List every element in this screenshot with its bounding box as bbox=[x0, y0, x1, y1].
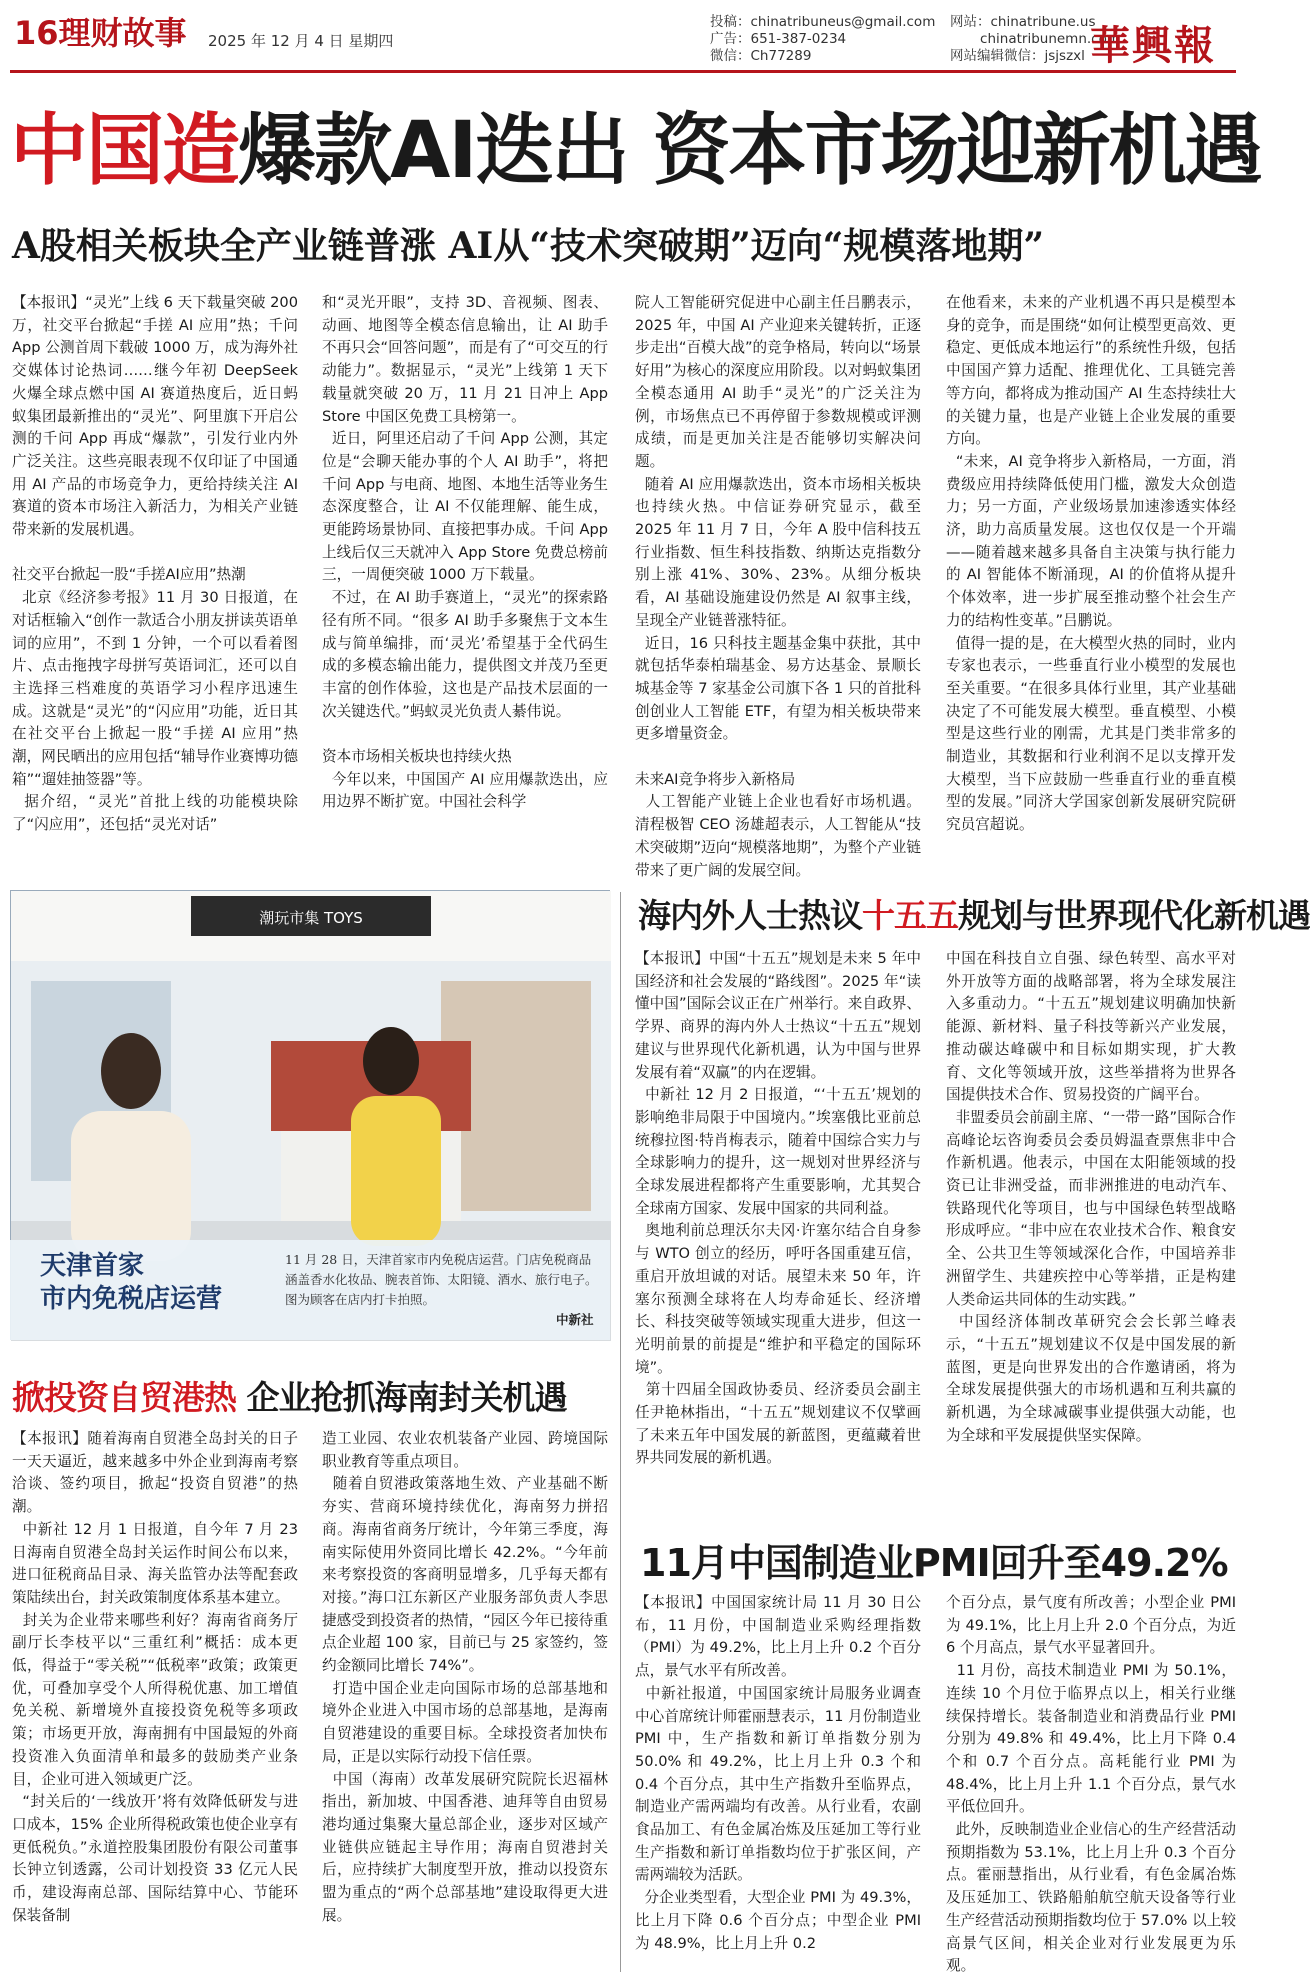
website-info: 网站：chinatribune.us chinatribunemn.com 网站编辑微信：jsjszxl bbox=[950, 14, 1121, 64]
fyp-column-2: 中国在科技自立自强、绿色转型、高水平对外开放等方面的战略部署，将为全球发展注入多重动力。“十五五”规划建议明确加快新能源、新材料、量子科技等新兴产业发展，推动碳达峰碳中和目标如期实现，扩大教育、文化等领域开放，这些举措将为世界各国提供技术合作、贸易投资的广阔平台。 非盟委员会前副主席、“一带一路”国际合作高峰论坛咨询委员会委员姆温查票焦非中合作新机遇。他表示，中国在太阳能领域的投资已让非洲受益，而非洲推进的电动汽车、铁路现代化等项目，也与中国绿色转型战略形成呼应。“非中应在农业技术合作、粮食安全、公共卫生等领域深化合作，中国培养非洲留学生、共建疾控中心等举措，正是构建人类命运共同体的生动实践。” 中国经济体制改革研究会会长郭兰峰表示，“十五五”规划建议不仅是中国发展的新蓝图，更是向世界发出的合作邀请函，将为全球发展提供强大的市场机遇和互利共赢的新机遇，为全球减碳事业提供强大动能，也为全球和平发展提供坚实保障。 bbox=[946, 950, 1237, 1444]
photo-caption-text: 11 月 28 日，天津首家市内免税店运营。门店免税商品涵盖香水化妆品、腕表首饰、太阳镜、酒水、旅行电子。图为顾客在店内打卡拍照。 bbox=[285, 1252, 598, 1307]
pmi-column-1: 【本报讯】中国国家统计局 11 月 30 日公布，11 月份，中国制造业采购经理指数（PMI）为 49.2%，比上月上升 0.2 个百分点，景气水平有所改善。 中新社报道，中国国家统计局服务业调查中心首席统计师霍丽慧表示，11 月份制造业 PMI 中，生产指数和新订单指数分别为 50.0% 和 49.2%，比上月上升 0.3 个和 0.4 个百分点，其中生产指数升至临界点，制造业产需两端均有改善。从行业看，农副食品加工、有色金属冶炼及压延加工等行业生产指数和新订单指数均位于扩张区间，产需两端较为活跃。 分企业类型看，大型企业 PMI 为 49.3%，比上月下降 0.6 个百分点；中型企业 PMI 为 48.9%，比上月上升 0.2 bbox=[635, 1594, 922, 1952]
page-number: 16理财故事 bbox=[14, 14, 187, 52]
lead-column-3: 院人工智能研究促进中心副主任吕鹏表示，2025 年，中国 AI 产业迎来关键转折，正逐步走出“百模大战”的竞争格局，转向以“场景好用”为核心的深度应用阶段。以对蚂蚁集团全模态通用 AI 助手“灵光”的广泛关注为例，市场焦点已不再停留于参数规模或评测成绩，而是更加关注是否能够切实解决问题。 随着 AI 应用爆款迭出，资本市场相关板块也持续火热。中信证券研究显示，截至 2025 年 11 月 7 日，今年 A 股中信科技五行业指数、恒生科技指数、纳斯达克指数分别上涨 41%、30%、23%。从细分板块看，AI 基础设施建设仍然是 AI 叙事主线，呈现全产业链普涨特征。 近日，16 只科技主题基金集中获批，其中就包括华泰柏瑞基金、易方达基金、景顺长城基金等 7 家基金公司旗下各 1 只的首批科创创业人工智能 ETF，有望为相关板块带来更多增量资金。 未来AI竞争将步入新格局 人工智能产业链上企业也看好市场机遇。清程极智 CEO 汤雄超表示，人工智能从“技术突破期”迈向“规模落地期”，为整个产业链带来了更广阔的发展空间。 bbox=[635, 294, 922, 879]
pmi-column-2: 个百分点，景气度有所改善；小型企业 PMI 为 49.1%，比上月上升 2.0 个百分点，为近 6 个月高点，景气水平显著回升。 11 月份，高技术制造业 PMI 为 50.1%，连续 10 个月位于临界点以上，相关行业继续保持增长。装备制造业和消费品行业 PMI 分别为 49.8% 和 49.4%，比上月下降 0.4 个和 0.7 个百分点。高耗能行业 PMI 为 48.4%，比上月上升 1.1 个百分点，景气水平低位回升。 此外，反映制造业企业信心的生产经营活动预期指数为 53.1%，比上月上升 0.3 个百分点。霍丽慧指出，从行业看，有色金属冶炼及压延加工、铁路船舶航空航天设备等行业生产经营活动预期指数均位于 57.0% 以上较高景气区间，相关企业对行业发展更为乐观。 bbox=[946, 1594, 1236, 1975]
lead-column-1: 【本报讯】“灵光”上线 6 天下载量突破 200 万，社交平台掀起“手搓 AI 应用”热；千问 App 公测首周下载破 1000 万，成为海外社交媒体讨论热词……继今年初 DeepSeek 火爆全球点燃中国 AI 赛道热度后，近日蚂蚁集团最新推出的“灵光”、阿里旗下开启公测的千问 App 再成“爆款”，引发行业内外广泛关注。这些亮眼表现不仅印证了中国通用 AI 产品的市场竞争力，更给持续关注 AI 赛道的资本市场注入新活力，为相关产业链带来新的发展机遇。 社交平台掀起一股“手搓AI应用”热潮 北京《经济参考报》11 月 30 日报道，在对话框输入“创作一款适合小朋友拼读英语单词的应用”，不到 1 分钟，一个可以看着图片、点击拖拽字母拼写英语词汇，还可以自主选择三档难度的英语学习小程序迅速生成。这就是“灵光”的“闪应用”功能，近日其在社交平台上掀起一股“手搓 AI 应用”热潮，网民晒出的应用包括“辅导作业赛博功德箱”“遛娃抽签器”等。 据介绍，“灵光”首批上线的功能模块除了“闪应用”，还包括“灵光对话” bbox=[12, 294, 299, 834]
hainan-column-2: 造工业园、农业农机装备产业园、跨境国际职业教育等重点项目。 随着自贸港政策落地生效、产业基础不断夯实、营商环境持续优化，海南努力拼招商。海南省商务厅统计，今年第三季度，海南实际使用外资同比增长 42.2%。“今年前来考察投资的客商明显增多，几乎每天都有对接。”海口江东新区产业服务部负责人李思捷感受到投资者的热情，“园区今年已接待重点企业超 100 家，目前已与 25 家签约，签约金额同比增长 74%”。 打造中国企业走向国际市场的总部基地和境外企业进入中国市场的总部基地，是海南自贸港建设的重要目标。全球投资者加快布局，正是以实际行动投下信任票。 中国（海南）改革发展研究院院长迟福林指出，新加坡、中国香港、迪拜等自由贸易港均通过集聚大量总部企业，逐步对区域产业链供应链起主导作用；海南自贸港封关后，应持续扩大制度型开放，推动以投资东盟为重点的“两个总部基地”建设取得更大进展。 bbox=[322, 1430, 608, 1924]
fyp-headline-post: 规划与世界现代化新机遇 bbox=[958, 896, 1310, 935]
fyp-headline-pre: 海内外人士热议 bbox=[638, 896, 862, 935]
lead-column-4: 在他看来，未来的产业机遇不再只是模型本身的竞争，而是围绕“如何让模型更高效、更稳定、更低成本地运行”的系统性升级，包括中国国产算力适配、推理优化、工具链完善等方向，都将成为推动国产 AI 生态持续壮大的关键力量，也是产业链上企业发展的重要方向。 “未来，AI 竞争将步入新格局，一方面，消费级应用持续降低使用门槛，激发大众创造力；另一方面，产业级场景加速渗透实体经济，助力高质量发展。这也仅仅是一个开端——随着越来越多具备自主决策与执行能力的 AI 智能体不断涌现，AI 的价值将从提升个体效率，进一步扩展至推动整个社会生产力的结构性变革。”吕鹏说。 值得一提的是，在大模型火热的同时，业内专家也表示，一些垂直行业小模型的发展也至关重要。“在很多具体行业里，其产业基础决定了不可能发展大模型。垂直模型、小模型是这些行业的刚需，尤其是门类非常多的制造业，其数据和行业利润不足以支撑开发大模型，当下应鼓励一些垂直行业的垂直模型的发展。”同济大学国家创新发展研究院研究员宫超说。 bbox=[946, 294, 1236, 834]
contact-info: 投稿：chinatribuneus@gmail.com 广告：651-387-0234 微信：Ch77289 bbox=[710, 14, 936, 64]
photo-credit: 中新社 bbox=[556, 1312, 594, 1327]
fyp-headline-highlight: 十五五 bbox=[862, 896, 958, 935]
hainan-headline-highlight: 掀投资自贸港热 bbox=[12, 1378, 236, 1417]
hainan-headline bbox=[12, 1372, 567, 1419]
store-sign-text: 潮玩市集 TOYS bbox=[259, 909, 363, 927]
fyp-headline bbox=[638, 890, 1310, 937]
column-divider bbox=[620, 892, 621, 1972]
lead-subhead: A股相关板块全产业链普涨 AI从“技术突破期”迈向“规模落地期” bbox=[12, 225, 1045, 267]
newspaper-logo: 華興報 bbox=[1090, 22, 1216, 69]
lead-headline-black: 爆款AI迭出 资本市场迎新机遇 bbox=[238, 106, 1261, 196]
lead-headline bbox=[10, 88, 1261, 200]
lead-column-2: 和“灵光开眼”，支持 3D、音视频、图表、动画、地图等全模态信息输出，让 AI 助手不再只会“回答问题”，而是有了“可交互的行动能力”。数据显示，“灵光”上线第 1 天下载量就突破 20 万，11 月 21 日冲上 App Store 中国区免费工具榜第一。 近日，阿里还启动了千问 App 公测，其定位是“会聊天能办事的个人 AI 助手”，将把千问 App 与电商、地图、本地生活等业务生态深度整合，让 AI 不仅能理解、能生成，更能跨场景协同、直接把事办成。千问 App 上线后仅三天就冲入 App Store 免费总榜前三，一周便突破 1000 万下载量。 不过，在 AI 助手赛道上，“灵光”的探索路径有所不同。“很多 AI 助手多聚焦于文本生成与简单编排，而‘灵光’希望基于全代码生成的多模态输出能力，提供图文并茂乃至更丰富的创作体验，这也是产品技术层面的一次关键迭代。”蚂蚁灵光负责人綦伟说。 资本市场相关板块也持续火热 今年以来，中国国产 AI 应用爆款迭出，应用边界不断扩宽。中国社会科学 bbox=[322, 294, 609, 811]
photo-caption-title: 天津首家 市内免税店运营 bbox=[40, 1251, 223, 1314]
issue-date: 2025 年 12 月 4 日 星期四 bbox=[208, 32, 394, 50]
lead-headline-red: 中国造 bbox=[10, 106, 239, 196]
pmi-headline: 11月中国制造业PMI回升至49.2% bbox=[640, 1541, 1228, 1585]
fyp-column-1: 【本报讯】中国“十五五”规划是未来 5 年中国经济和社会发展的“路线图”。2025 年“读懂中国”国际会议正在广州举行。来自政界、学界、商界的海内外人士热议“十五五”规划建议与世界现代化新机遇，认为中国与世界发展有着“双赢”的内在逻辑。 中新社 12 月 2 日报道，“‘十五五’规划的影响绝非局限于中国境内。”埃塞俄比亚前总统穆拉图·特肖梅表示，随着中国综合实力与全球影响力的提升，这一规划对世界经济与全球发展进程都将产生重要影响，尤其契合全球南方国家、发展中国家的共同利益。 奥地利前总理沃尔夫冈·许塞尔结合自身参与 WTO 创立的经历，呼吁各国重建互信，重启开放坦诚的对话。展望未来 50 年，许塞尔预测全球将在人均寿命延长、经济增长、科技突破等领域实现重大进步，但这一光明前景的前提是“维护和平稳定的国际环境”。 第十四届全国政协委员、经济委员会副主任尹艳林指出，“十五五”规划建议不仅擘画了未来五年中国发展的新蓝图，更蕴藏着世界共同发展的新机遇。 bbox=[635, 950, 921, 1467]
hainan-column-1: 【本报讯】随着海南自贸港全岛封关的日子一天天逼近，越来越多中外企业到海南考察洽谈、签约项目，掀起“投资自贸港”的热潮。 中新社 12 月 1 日报道，自今年 7 月 23 日海南自贸港全岛封关运作时间公布以来，进口征税商品目录、海关监管办法等配套政策陆续出台，封关政策制度体系基本建立。 封关为企业带来哪些利好？海南省商务厅副厅长李枝平以“三重红利”概括：成本更低，得益于“零关税”“低税率”政策；政策更优，可叠加享受个人所得税优惠、加工增值免关税、新增境外直接投资免税等多项政策；市场更开放，海南拥有中国最短的外商投资准入负面清单和最多的鼓励类产业条目，企业可进入领域更广泛。 “封关后的‘一线放开’将有效降低研发与进口成本，15% 企业所得税政策也使企业享有更低税负。”永道控股集团股份有限公司董事长钟立钊透露，公司计划投资 33 亿元人民币，建设海南总部、国际结算中心、节能环保装备制 bbox=[12, 1430, 299, 1924]
hainan-headline-text: 企业抢抓海南封关机遇 bbox=[236, 1378, 567, 1417]
masthead-rule bbox=[10, 70, 1236, 73]
